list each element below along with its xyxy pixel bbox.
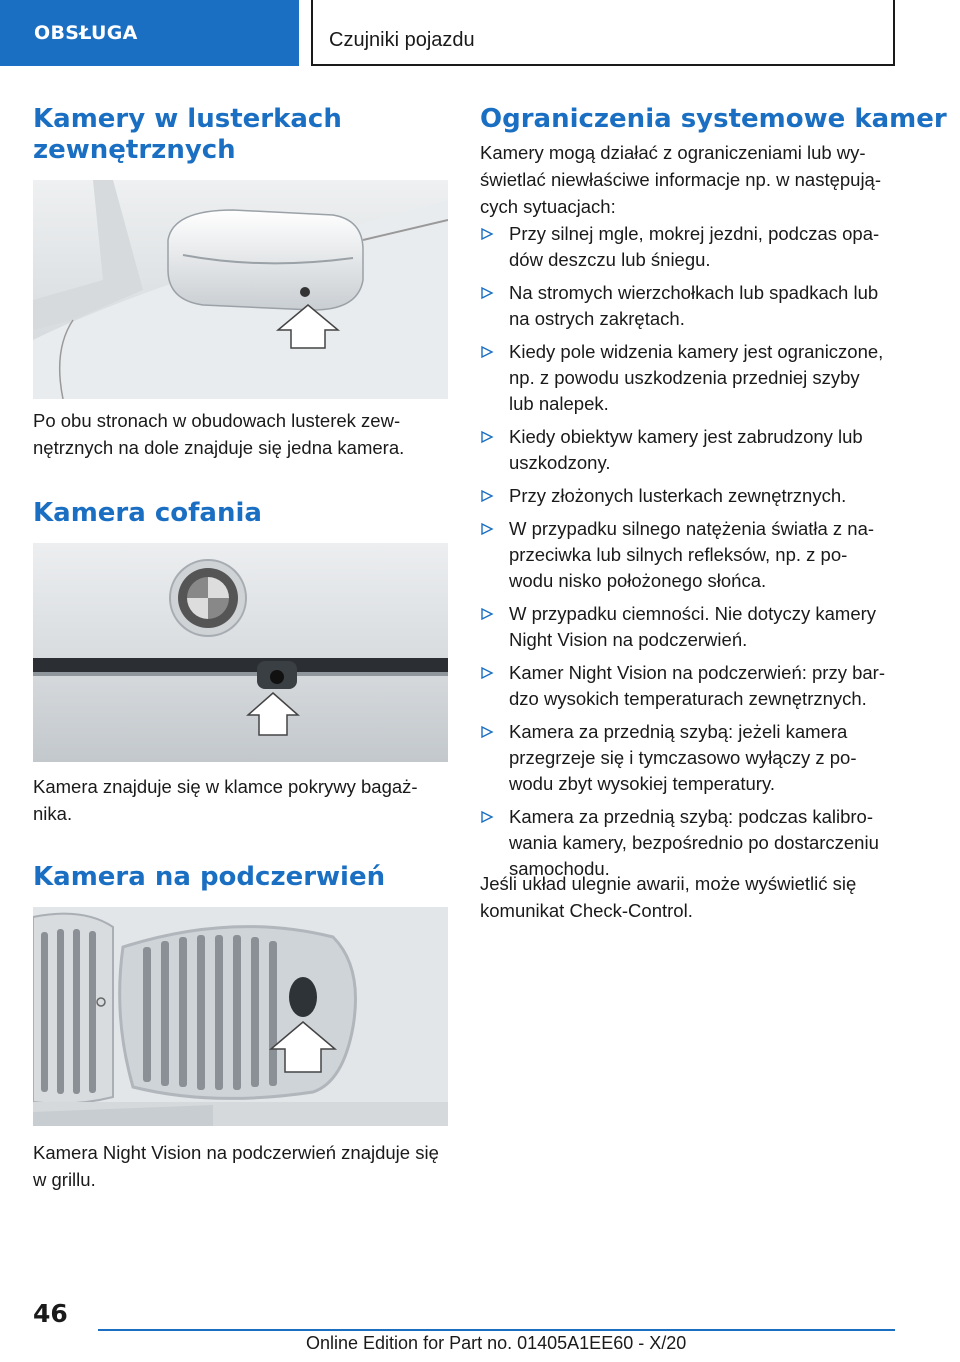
- infrared-camera-illustration: [33, 907, 448, 1126]
- system-limits-intro: Kamery mogą działać z ograniczeniami lub wy‐ świetlać niewłaściwe informacje np. w następują‐ cych sytuacjach:: [480, 142, 882, 217]
- footer-edition: Online Edition for Part no. 01405A1EE60 - X/20: [306, 1333, 687, 1353]
- infrared-camera-heading: Kamera na podczerwień: [33, 862, 386, 892]
- section-tab: OBSŁUGA: [0, 0, 299, 66]
- mirror-camera-caption: Po obu stronach w obudowach lusterek zew‐ nętrznych na dole znajduje się jedna kamera.: [33, 410, 405, 458]
- limit-item: Przy silnej mgle, mokrej jezdni, podczas opa‐ dów deszczu lub śniegu.: [480, 221, 900, 273]
- footer-rule: [98, 1329, 895, 1331]
- limit-item: Kamer Night Vision na podczerwień: przy bar‐ dzo wysokich temperaturach zewnętrznych.: [480, 660, 900, 712]
- page-number: 46: [33, 1299, 68, 1328]
- limit-item: W przypadku silnego natężenia światła z na‐ przeciwka lub silnych refleksów, np. z po‐ wodu nisko położonego słońca.: [480, 516, 900, 594]
- triangle-bullet-icon: [480, 286, 494, 300]
- triangle-bullet-icon: [480, 227, 494, 241]
- triangle-bullet-icon: [480, 489, 494, 503]
- triangle-bullet-icon: [480, 725, 494, 739]
- triangle-bullet-icon: [480, 522, 494, 536]
- limit-item: Przy złożonych lusterkach zewnętrznych.: [480, 483, 900, 509]
- triangle-bullet-icon: [480, 666, 494, 680]
- system-limits-outro: Jeśli układ ulegnie awarii, może wyświetlić się komunikat Check-Control.: [480, 873, 857, 921]
- triangle-bullet-icon: [480, 345, 494, 359]
- infrared-camera-caption: Kamera Night Vision na podczerwień znajduje się w grillu.: [33, 1142, 439, 1190]
- limit-item: Kamera za przednią szybą: jeżeli kamera przegrzeje się i tymczasowo wyłączy z po‐ wodu zbyt wysokiej temperatury.: [480, 719, 900, 797]
- chapter-title: Czujniki pojazdu: [311, 0, 895, 66]
- system-limits-heading: Ograniczenia systemowe kamer: [480, 104, 947, 134]
- triangle-bullet-icon: [480, 607, 494, 621]
- limit-item: W przypadku ciemności. Nie dotyczy kamery Night Vision na podczerwień.: [480, 601, 900, 653]
- triangle-bullet-icon: [480, 810, 494, 824]
- rear-camera-caption: Kamera znajduje się w klamce pokrywy bagaż‐ nika.: [33, 776, 418, 824]
- limit-item: Kiedy pole widzenia kamery jest ograniczone, np. z powodu uszkodzenia przedniej szyby lub nalepek.: [480, 339, 900, 417]
- rear-camera-heading: Kamera cofania: [33, 498, 262, 528]
- rear-camera-illustration: [33, 543, 448, 762]
- system-limits-list: [480, 221, 900, 889]
- limit-item: Na stromych wierzchołkach lub spadkach lub na ostrych zakrętach.: [480, 280, 900, 332]
- mirror-camera-illustration: [33, 180, 448, 399]
- triangle-bullet-icon: [480, 430, 494, 444]
- mirror-camera-heading: Kamery w lusterkach zewnętrznych: [33, 104, 342, 165]
- limit-item: Kiedy obiektyw kamery jest zabrudzony lub uszkodzony.: [480, 424, 900, 476]
- limit-item: Kamera za przednią szybą: podczas kalibro‐ wania kamery, bezpośrednio po dostarczeniu samochodu.: [480, 804, 900, 882]
